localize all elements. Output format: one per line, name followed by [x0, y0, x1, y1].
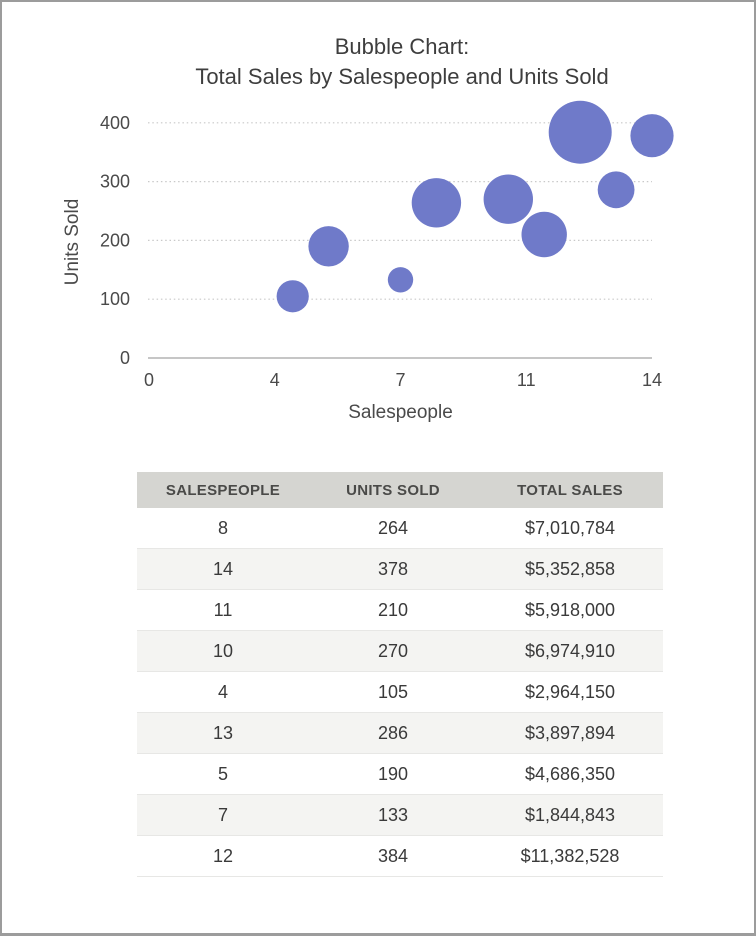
y-tick-label: 100 — [99, 289, 130, 310]
y-tick-label: 0 — [119, 348, 130, 368]
bubble[interactable] — [277, 280, 309, 312]
bubble[interactable] — [549, 101, 612, 164]
table-column-header[interactable]: UNITS SOLD — [309, 472, 477, 508]
bubble[interactable] — [598, 171, 635, 208]
bubble[interactable] — [630, 114, 673, 157]
y-tick-label: 400 — [99, 112, 130, 133]
table-row — [137, 508, 663, 549]
table-cell[interactable]: $3,897,894 — [477, 713, 663, 754]
x-tick-label: 14 — [642, 370, 663, 390]
x-tick-label: 7 — [395, 370, 406, 390]
table-row — [137, 549, 663, 590]
table-cell[interactable]: 105 — [309, 672, 477, 713]
table-row — [137, 836, 663, 877]
table-cell[interactable]: $11,382,528 — [477, 836, 663, 877]
x-tick-label: 0 — [143, 370, 155, 390]
table-cell[interactable]: 7 — [137, 795, 309, 836]
table-cell[interactable]: 270 — [309, 631, 477, 672]
bubble-chart — [2, 2, 756, 442]
chart-title-line1: Bubble Chart: — [334, 34, 470, 59]
bubble[interactable] — [308, 226, 348, 266]
table-row — [137, 590, 663, 631]
table-row — [137, 672, 663, 713]
table-cell[interactable]: 5 — [137, 754, 309, 795]
table-cell[interactable]: 384 — [309, 836, 477, 877]
x-tick-label: 4 — [269, 370, 280, 390]
table-cell[interactable]: $5,918,000 — [477, 590, 663, 631]
table-column-header[interactable]: SALESPEOPLE — [137, 472, 309, 508]
table-cell[interactable]: 13 — [137, 713, 309, 754]
sales-data-table[interactable] — [137, 472, 663, 877]
table-cell[interactable]: 12 — [137, 836, 309, 877]
table-cell[interactable]: 286 — [309, 713, 477, 754]
table-cell[interactable]: 190 — [309, 754, 477, 795]
table-cell[interactable]: $6,974,910 — [477, 631, 663, 672]
table-cell[interactable]: $1,844,843 — [477, 795, 663, 836]
y-tick-label: 200 — [99, 230, 130, 251]
table-cell[interactable]: 10 — [137, 631, 309, 672]
x-tick-label: 11 — [516, 370, 536, 390]
bubbles-layer — [277, 101, 674, 313]
bubble[interactable] — [484, 175, 533, 224]
y-tick-label: 300 — [99, 171, 130, 192]
table-cell[interactable]: 11 — [137, 590, 309, 631]
table-header-row — [137, 472, 663, 508]
table-row — [137, 631, 663, 672]
bubble[interactable] — [388, 267, 413, 292]
table-cell[interactable]: $4,686,350 — [477, 754, 663, 795]
chart-title-line2: Total Sales by Salespeople and Units Sold — [195, 64, 609, 89]
table-row — [137, 754, 663, 795]
table-cell[interactable]: $5,352,858 — [477, 549, 663, 590]
table-cell[interactable]: 8 — [137, 508, 309, 549]
table-row — [137, 713, 663, 754]
table-cell[interactable]: 264 — [309, 508, 477, 549]
table-cell[interactable]: 133 — [309, 795, 477, 836]
x-axis-title: Salespeople — [348, 402, 453, 423]
bubble[interactable] — [412, 178, 461, 227]
bubble[interactable] — [522, 212, 567, 257]
table-cell[interactable]: $2,964,150 — [477, 672, 663, 713]
table-cell[interactable]: 378 — [309, 549, 477, 590]
table-cell[interactable]: 210 — [309, 590, 477, 631]
table-column-header[interactable]: TOTAL SALES — [477, 472, 663, 508]
table-cell[interactable]: 4 — [137, 672, 309, 713]
table-cell[interactable]: $7,010,784 — [477, 508, 663, 549]
table-cell[interactable]: 14 — [137, 549, 309, 590]
table-row — [137, 795, 663, 836]
y-axis-title: Units Sold — [62, 198, 83, 286]
